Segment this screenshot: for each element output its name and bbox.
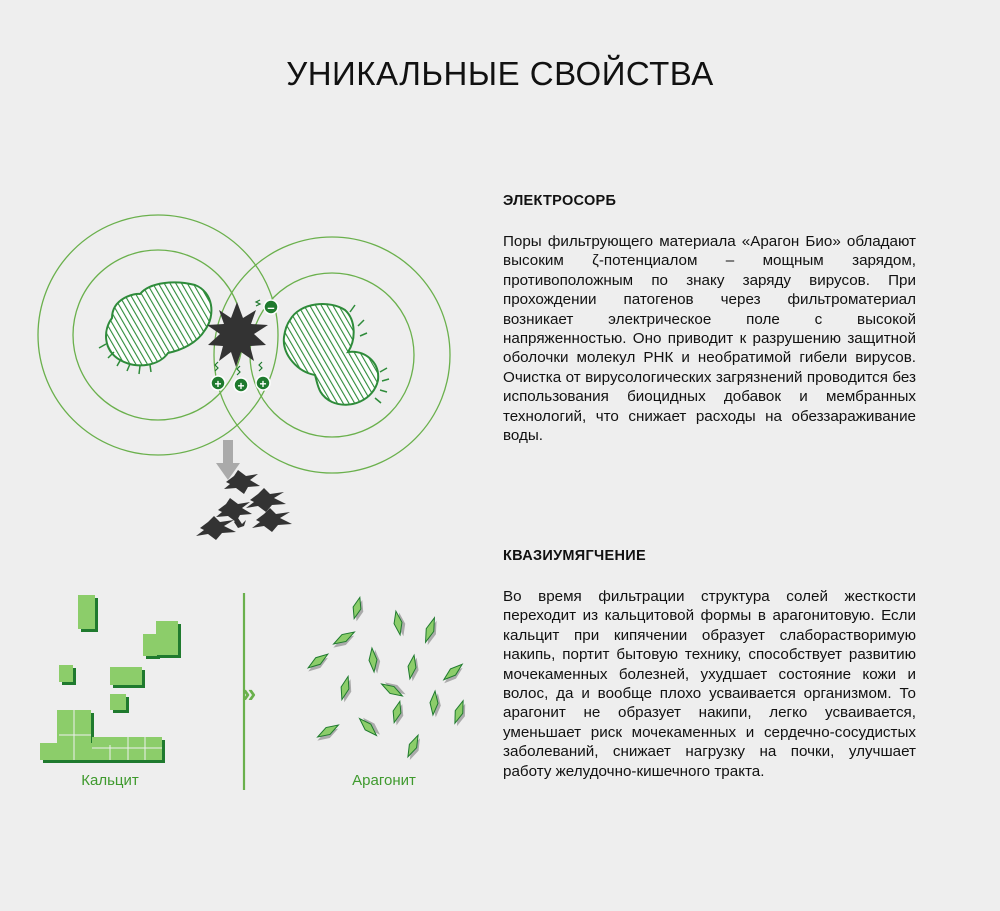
section-title-quasi-softening: КВАЗИУМЯГЧЕНИЕ [503, 548, 646, 564]
minus-label: – [267, 300, 275, 315]
virus-debris-icon [196, 470, 292, 540]
aragonite-label: Арагонит [352, 772, 416, 789]
positive-charge-icon [234, 378, 248, 393]
section-text-quasi-softening: Во время фильтрации структура солей жесткости переходит из кальцитовой формы в арагонитовую. Если кальцит при кипячении образует слаборастворимую накипь, портит бытовую технику, способствует развитию мочекаменных болезней, ухудшает состояние кожи и волос, да и вообще плохо усваивается организмом. То арагонит не образует накипи, легко усваивается, уменьшает риск мочекаменных и сердечно-сосудистых заболеваний, снижает нагрузку на почки, улучшает работу желудочно-кишечного тракта. [503, 588, 916, 780]
virus-right-icon [284, 304, 389, 405]
calcite-crystals [40, 595, 181, 763]
positive-charge-icon [256, 376, 270, 391]
chevron-right-icon: » [241, 678, 257, 708]
plus-label: + [237, 379, 245, 393]
electrosorb-diagram [38, 215, 450, 540]
negative-charge-icon [264, 300, 278, 315]
plus-label: + [259, 377, 267, 391]
page-title: УНИКАЛЬНЫЕ СВОЙСТВА [286, 55, 714, 92]
section-text-electrosorb: Поры фильтрующего материала «Арагон Био» обладают высоким ζ-потенциалом – мощным зарядом, противоположным по знаку заряду вирусов. При прохождении патогенов через фильтроматериал возникает электрическое поле с высокой напряженностью. Оно приводит к разрушению защитной оболочки молекул РНК и необратимой гибели вирусов. Очистка от вирусологических загрязнений проводится без использования биоцидных добавок и мембранных технологий, что снижает расходы на обеззараживание воды. [503, 233, 916, 445]
plus-label: + [214, 377, 222, 391]
virus-left-icon [99, 282, 211, 374]
calcite-label: Кальцит [81, 772, 139, 789]
positive-charge-icon [211, 376, 225, 391]
aragonite-crystals [304, 596, 469, 761]
section-title-electrosorb: ЭЛЕКТРОСОРБ [503, 193, 617, 209]
